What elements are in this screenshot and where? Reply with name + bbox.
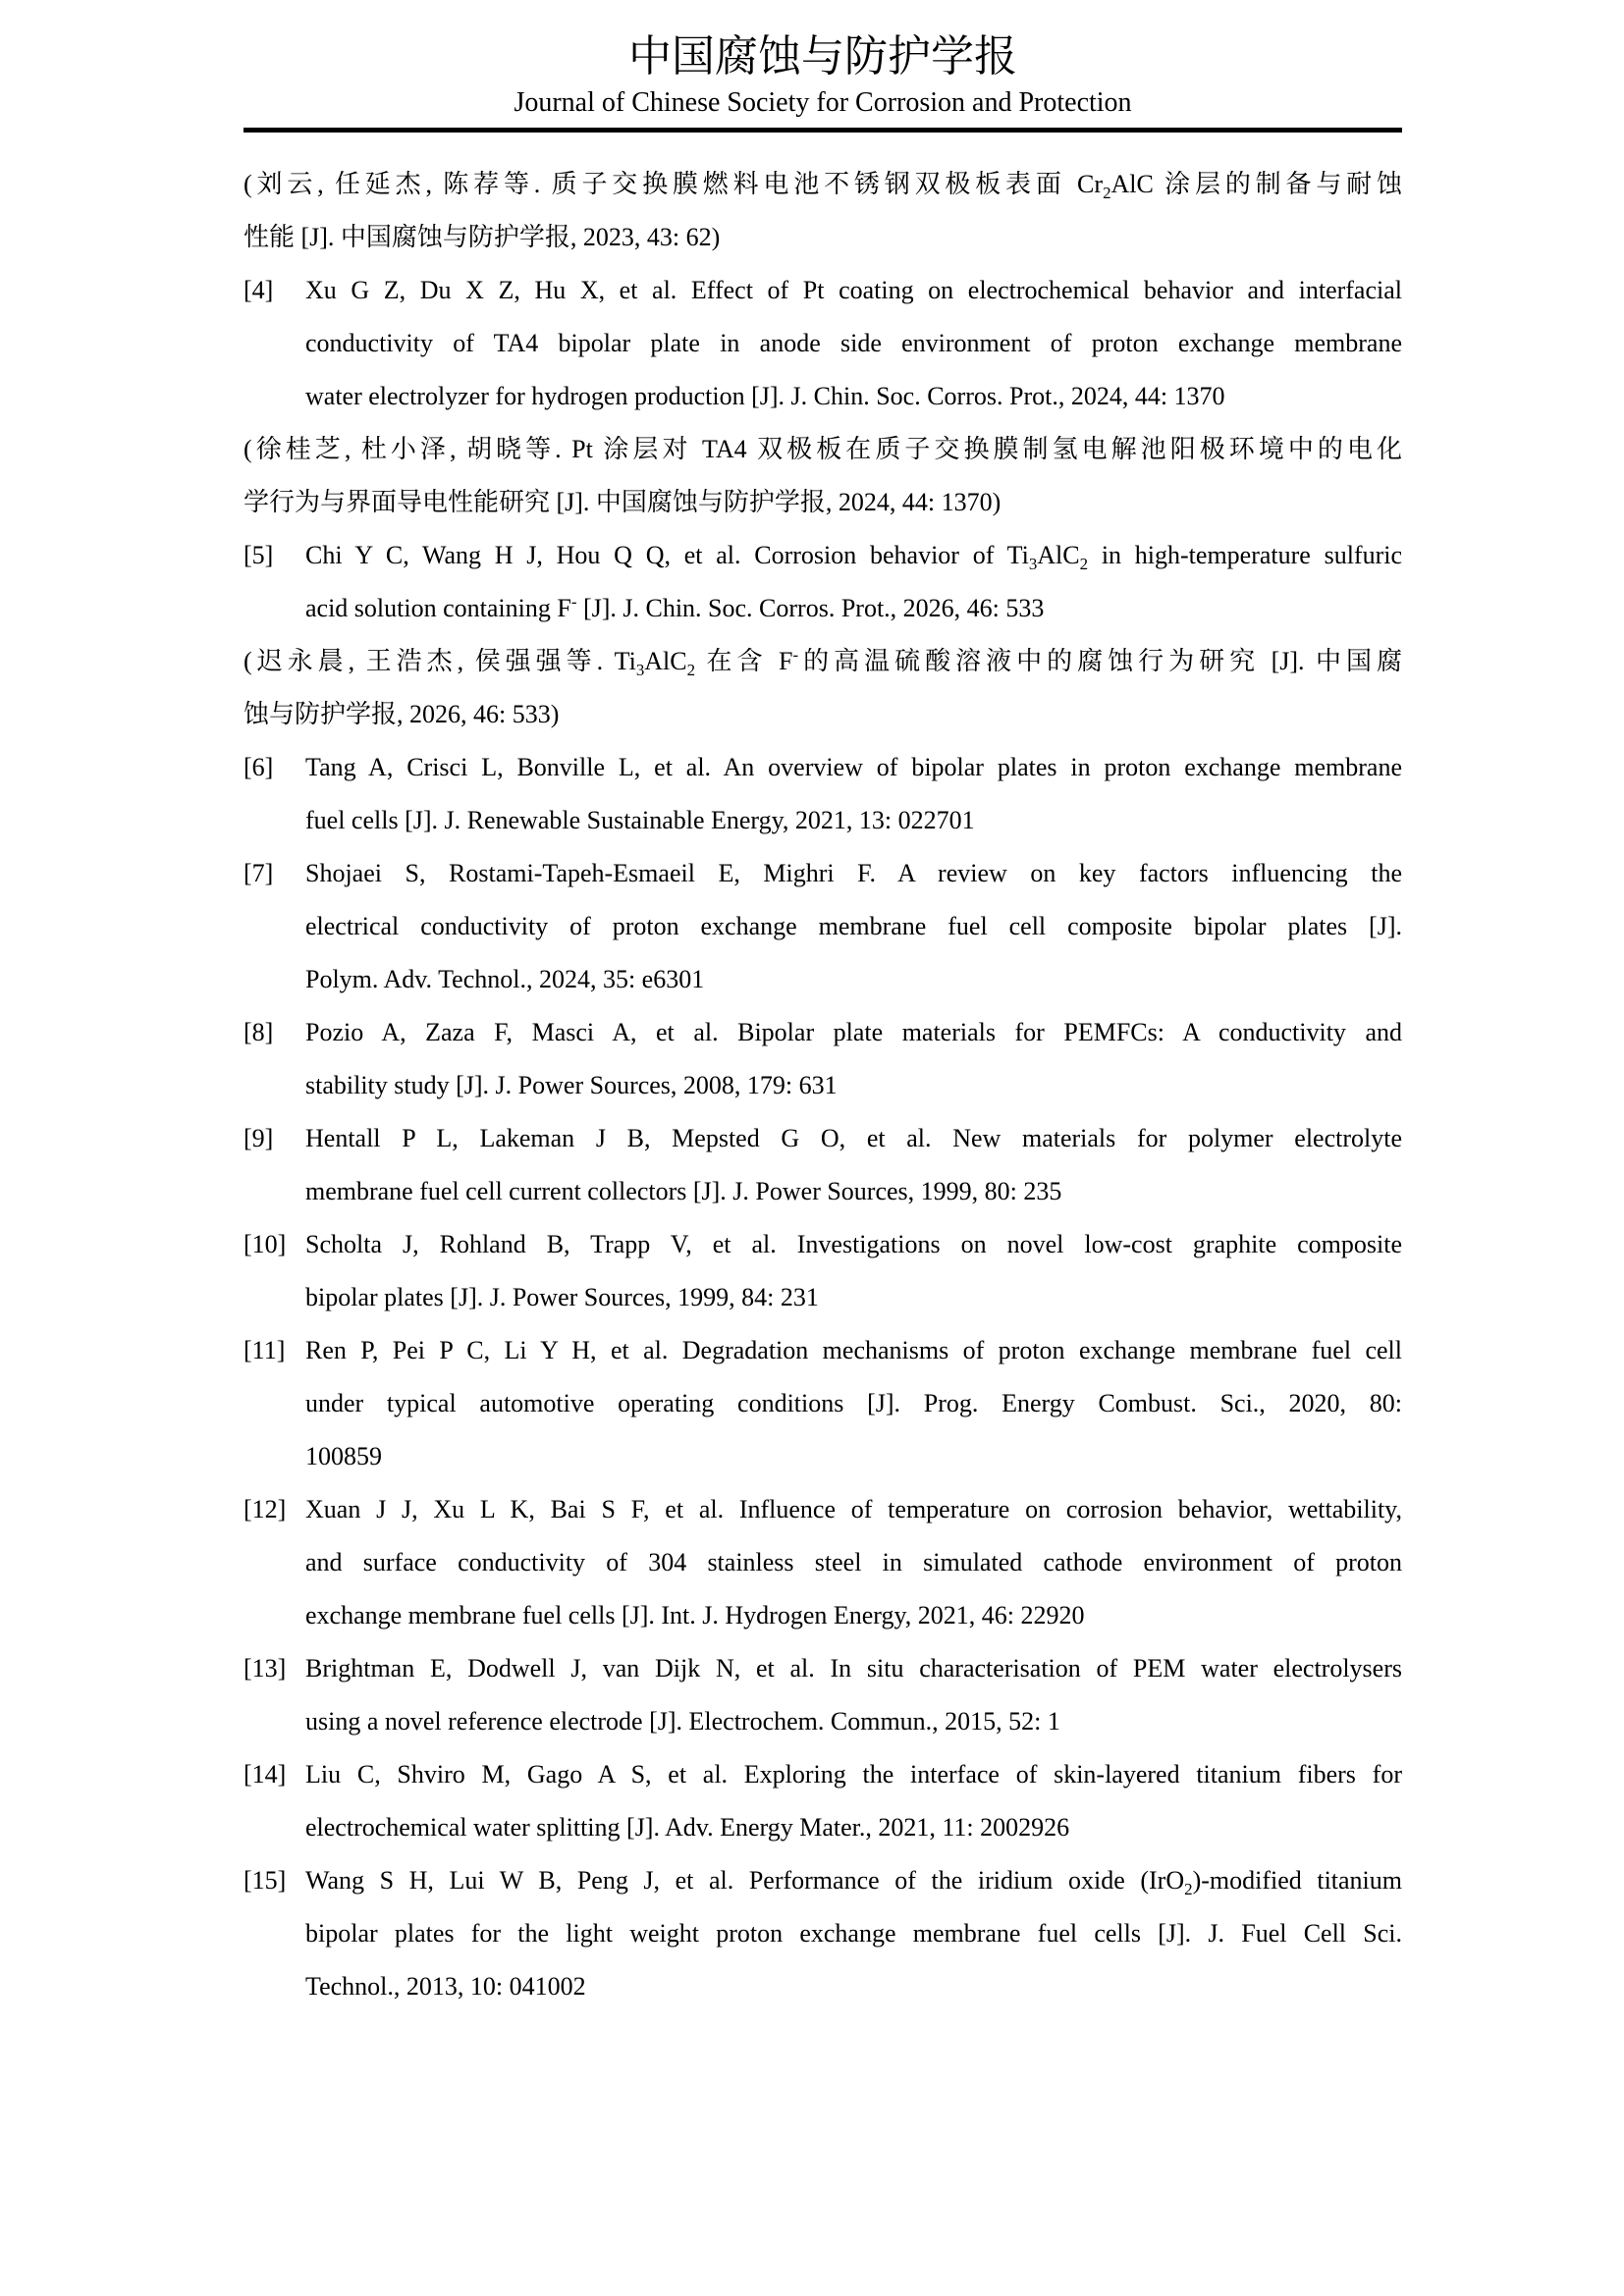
reference-number: [12] (244, 1495, 287, 1523)
reference-line: Pozio A, Zaza F, Masci A, et al. Bipolar plate materials for PEMFCs: A conductivity and (305, 1018, 1402, 1046)
reference-line: Xu G Z, Du X Z, Hu X, et al. Effect of Pt coating on electrochemical behavior and interfacial (305, 276, 1402, 304)
reference-line: Brightman E, Dodwell J, van Dijk N, et al. In situ characterisation of PEM water electrolysers (305, 1654, 1402, 1682)
reference-line: (迟永晨, 王浩杰, 侯强强等. $Ti_3AlC_2$ 在含 F-的高温硫酸溶液中的腐蚀行为研究 [J]. 中国腐 (244, 645, 1402, 680)
reference-line: water electrolyzer for hydrogen production [J]. J. Chin. Soc. Corros. Prot., 2024, 44: 1370 (305, 382, 1225, 410)
reference-item (244, 741, 1402, 847)
reference-line: Technol., 2013, 10: 041002 (305, 1972, 586, 2001)
reference-line: exchange membrane fuel cells [J]. Int. J. Hydrogen Energy, 2021, 46: 22920 (305, 1601, 1085, 1629)
reference-line: Chi Y C, Wang H J, Hou Q Q, et al. Corrosion behavior of $Ti_3AlC_2$ in high-temperature sulfuric (305, 541, 1402, 574)
reference-line: Scholta J, Rohland B, Trapp V, et al. Investigations on novel low-cost graphite composite (305, 1230, 1402, 1258)
reference-item (244, 529, 1402, 635)
reference-line: electrical conductivity of proton exchange membrane fuel cell composite bipolar plates [J]. (305, 912, 1402, 940)
reference-line: Wang S H, Lui W B, Peng J, et al. Performance of the iridium oxide (IrO$_2$)-modified titanium (305, 1866, 1402, 1899)
reference-line: 蚀与防护学报, 2026, 46: 533) (244, 700, 560, 728)
reference-line: Tang A, Crisci L, Bonville L, et al. An overview of bipolar plates in proton exchange membrane (305, 753, 1402, 781)
reference-line: (徐桂芝, 杜小泽, 胡晓等. Pt 涂层对 TA4 双极板在质子交换膜制氢电解池阳极环境中的电化 (244, 435, 1402, 463)
reference-item (244, 1112, 1402, 1218)
reference-line: fuel cells [J]. J. Renewable Sustainable Energy, 2021, 13: 022701 (305, 806, 975, 834)
reference-line: under typical automotive operating conditions [J]. Prog. Energy Combust. Sci., 2020, 80: (305, 1389, 1402, 1417)
reference-number: [6] (244, 753, 274, 781)
reference-item (244, 1748, 1402, 1854)
reference-number: [11] (244, 1336, 286, 1364)
reference-line: Polym. Adv. Technol., 2024, 35: e6301 (305, 965, 705, 993)
reference-item (244, 1642, 1402, 1748)
reference-item (244, 1218, 1402, 1324)
reference-line: stability study [J]. J. Power Sources, 2008, 179: 631 (305, 1071, 838, 1099)
reference-item (244, 1483, 1402, 1642)
reference-number: [8] (244, 1018, 274, 1046)
reference-line: Liu C, Shviro M, Gago A S, et al. Exploring the interface of skin-layered titanium fibers for (305, 1760, 1402, 1789)
reference-number: [10] (244, 1230, 287, 1258)
reference-number: [4] (244, 276, 274, 304)
journal-title-en: Journal of Chinese Society for Corrosion and Protection (514, 87, 1132, 118)
reference-line: (刘云, 任延杰, 陈荐等. 质子交换膜燃料电池不锈钢双极板表面 $Cr_2AlC$ 涂层的制备与耐蚀 (244, 170, 1402, 203)
reference-number: [5] (244, 541, 274, 569)
reference-translation (244, 423, 1402, 529)
reference-line: 性能 [J]. 中国腐蚀与防护学报, 2023, 43: 62) (244, 223, 721, 251)
reference-item (244, 847, 1402, 1006)
reference-line: 100859 (305, 1442, 382, 1470)
reference-line: Ren P, Pei P C, Li Y H, et al. Degradation mechanisms of proton exchange membrane fuel cell (305, 1336, 1402, 1364)
reference-translation (244, 635, 1402, 741)
reference-line: bipolar plates [J]. J. Power Sources, 1999, 84: 231 (305, 1283, 819, 1311)
header-rule (244, 128, 1402, 133)
reference-line: conductivity of TA4 bipolar plate in anode side environment of proton exchange membrane (305, 329, 1402, 357)
reference-line: and surface conductivity of 304 stainless steel in simulated cathode environment of proton (305, 1548, 1402, 1576)
journal-header (244, 0, 1402, 133)
references-list (244, 158, 1402, 2013)
reference-line: 学行为与界面导电性能研究 [J]. 中国腐蚀与防护学报, 2024, 44: 1370) (244, 488, 1001, 516)
reference-translation (244, 158, 1402, 264)
journal-title-zh: 中国腐蚀与防护学报 (628, 32, 1017, 80)
reference-number: [15] (244, 1866, 287, 1895)
reference-item (244, 1324, 1402, 1483)
reference-line: Shojaei S, Rostami-Tapeh-Esmaeil E, Mighri F. A review on key factors influencing the (305, 859, 1402, 887)
reference-line: Xuan J J, Xu L K, Bai S F, et al. Influence of temperature on corrosion behavior, wettability, (305, 1495, 1402, 1523)
reference-line: bipolar plates for the light weight proton exchange membrane fuel cells [J]. J. Fuel Cell Sci. (305, 1919, 1402, 1948)
reference-number: [7] (244, 859, 274, 887)
reference-item (244, 1006, 1402, 1112)
reference-number: [9] (244, 1124, 274, 1152)
reference-line: electrochemical water splitting [J]. Adv. Energy Mater., 2021, 11: 2002926 (305, 1813, 1070, 1842)
reference-line: membrane fuel cell current collectors [J]. J. Power Sources, 1999, 80: 235 (305, 1177, 1062, 1205)
reference-item (244, 1854, 1402, 2013)
reference-line: using a novel reference electrode [J]. Electrochem. Commun., 2015, 52: 1 (305, 1707, 1060, 1735)
reference-line: Hentall P L, Lakeman J B, Mepsted G O, et al. New materials for polymer electrolyte (305, 1124, 1402, 1152)
reference-number: [13] (244, 1654, 287, 1682)
reference-item (244, 264, 1402, 423)
reference-number: [14] (244, 1760, 287, 1789)
reference-line: acid solution containing F- [J]. J. Chin. Soc. Corros. Prot., 2026, 46: 533 (305, 592, 1045, 622)
